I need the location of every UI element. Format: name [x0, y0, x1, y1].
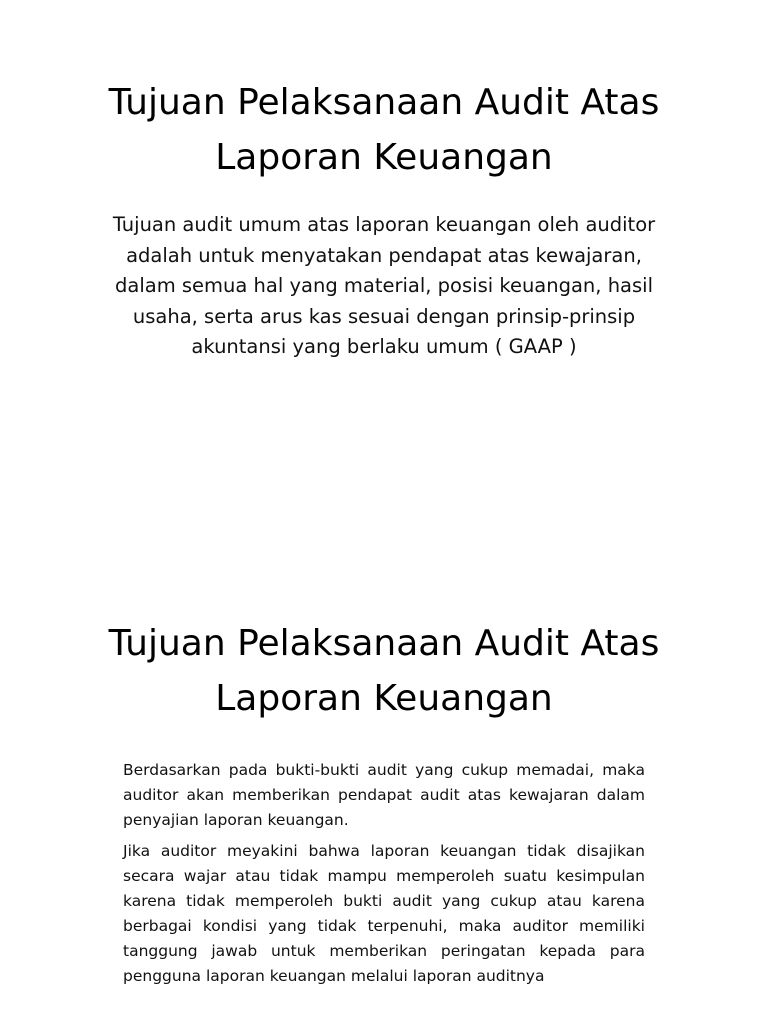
slide-2-paragraph-2: Jika auditor meyakini bahwa laporan keuangan tidak disajikan secara wajar atau tidak mampu memperoleh suatu kesimpulan karena tidak memperoleh bukti audit yang cukup atau karena berbagai kondisi yang tidak terpenuhi, maka auditor memiliki tanggung jawab untuk memberikan peringatan kepada para pengguna laporan keuangan melalui laporan auditnya [123, 842, 645, 985]
slide-2-body [123, 758, 645, 995]
slide-1-subtitle: Tujuan audit umum atas laporan keuangan oleh auditor adalah untuk menyatakan pendapat atas kewajaran, dalam semua hal yang material, posisi keuangan, hasil usaha, serta arus kas sesuai dengan prinsip-prinsip akuntansi yang berlaku umum ( GAAP ) [112, 213, 656, 358]
slide-2-paragraph-1: Berdasarkan pada bukti-bukti audit yang cukup memadai, maka auditor akan memberikan pendapat audit atas kewajaran dalam penyajian laporan keuangan. [123, 761, 645, 829]
slide-1-title: Tujuan Pelaksanaan Audit Atas Laporan Keuangan [108, 82, 660, 178]
slide-2 [0, 576, 768, 1024]
slide-2-title: Tujuan Pelaksanaan Audit Atas Laporan Keuangan [108, 623, 660, 719]
